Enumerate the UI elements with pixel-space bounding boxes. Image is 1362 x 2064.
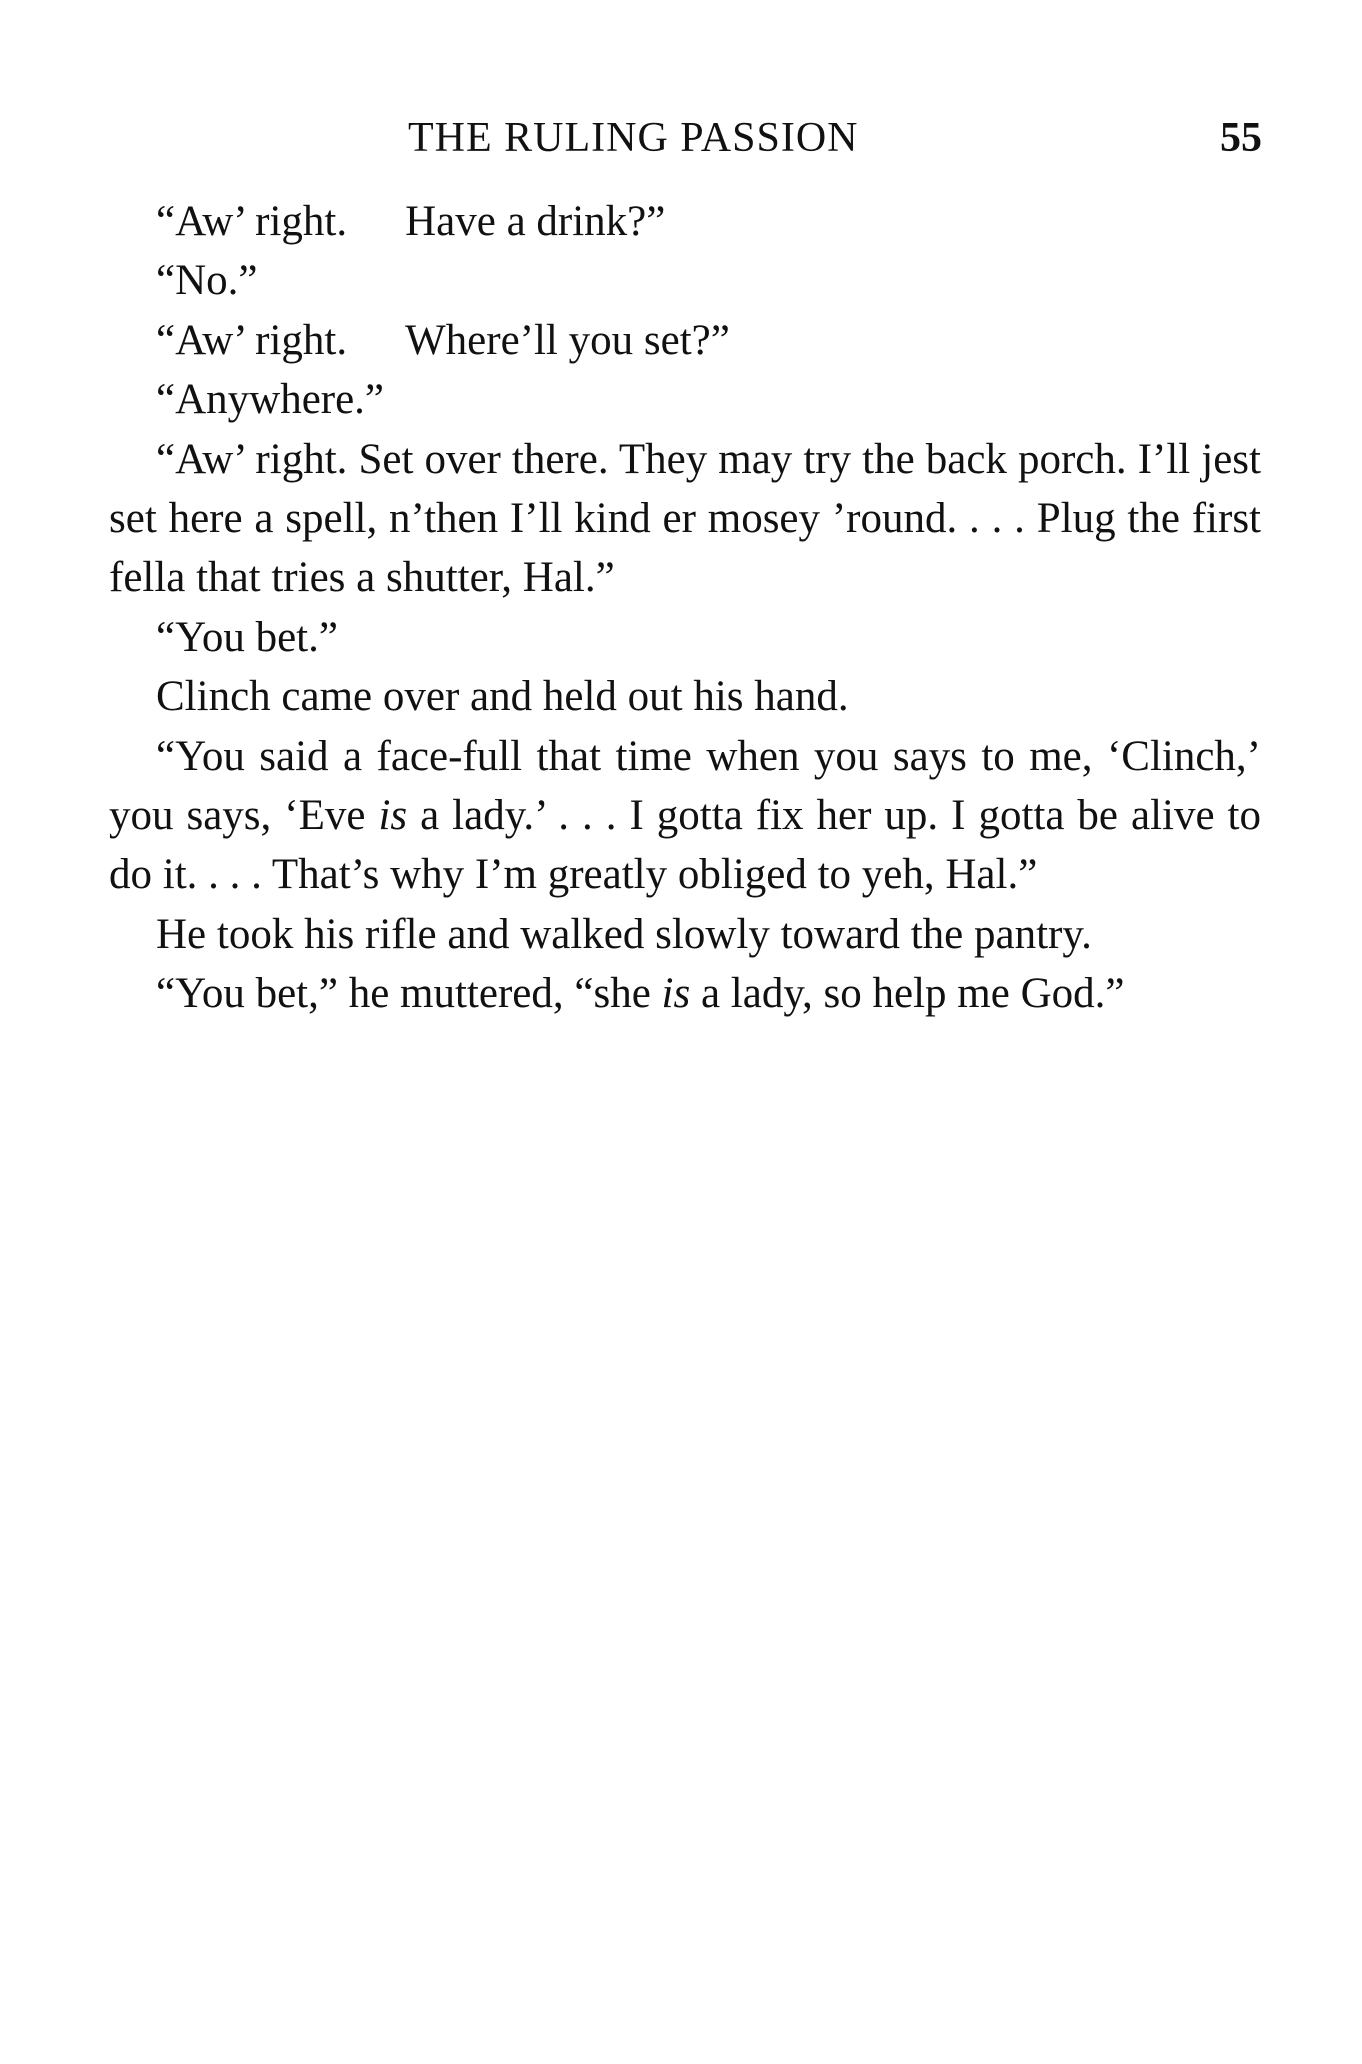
paragraph xyxy=(109,311,1261,370)
paragraph: “Anywhere.” xyxy=(156,376,385,424)
running-title: THE RULING PASSION xyxy=(408,115,859,161)
paragraph: “You said a face-full that time when you says to me, ‘Clinch,’ you says, ‘Eve is a lady.’ . . . I gotta fix her up. I gotta be alive to do it. . . . That’s why I’m greatly obliged to yeh, Hal.” xyxy=(109,732,1261,899)
paragraph: “No.” xyxy=(156,257,258,305)
emphasis: is xyxy=(661,970,691,1018)
paragraph: He took his rifle and walked slowly toward the pantry. xyxy=(156,910,1092,958)
running-head xyxy=(0,108,1362,168)
dialogue-line: “Aw’ right. xyxy=(156,316,348,364)
body-text xyxy=(109,192,1261,1024)
paragraph: “You bet,” he muttered, “she is a lady, so help me God.” xyxy=(156,970,1125,1018)
emphasis: is xyxy=(378,792,408,840)
dialogue-line: Have a drink?” xyxy=(405,198,666,245)
paragraph: Clinch came over and held out his hand. xyxy=(156,673,849,721)
paragraph xyxy=(109,192,1261,251)
dialogue-line: “Aw’ right. xyxy=(156,198,348,245)
page-number: 55 xyxy=(1220,115,1262,161)
paragraph: “Aw’ right. Set over there. They may try the back porch. I’ll jest set here a spell, n’then I’ll kind er mosey ’round. . . . Plug the first fella that tries a shutter, Hal.” xyxy=(109,435,1261,602)
paragraph: “You bet.” xyxy=(156,613,338,661)
dialogue-line: Where’ll you set?” xyxy=(405,316,730,364)
